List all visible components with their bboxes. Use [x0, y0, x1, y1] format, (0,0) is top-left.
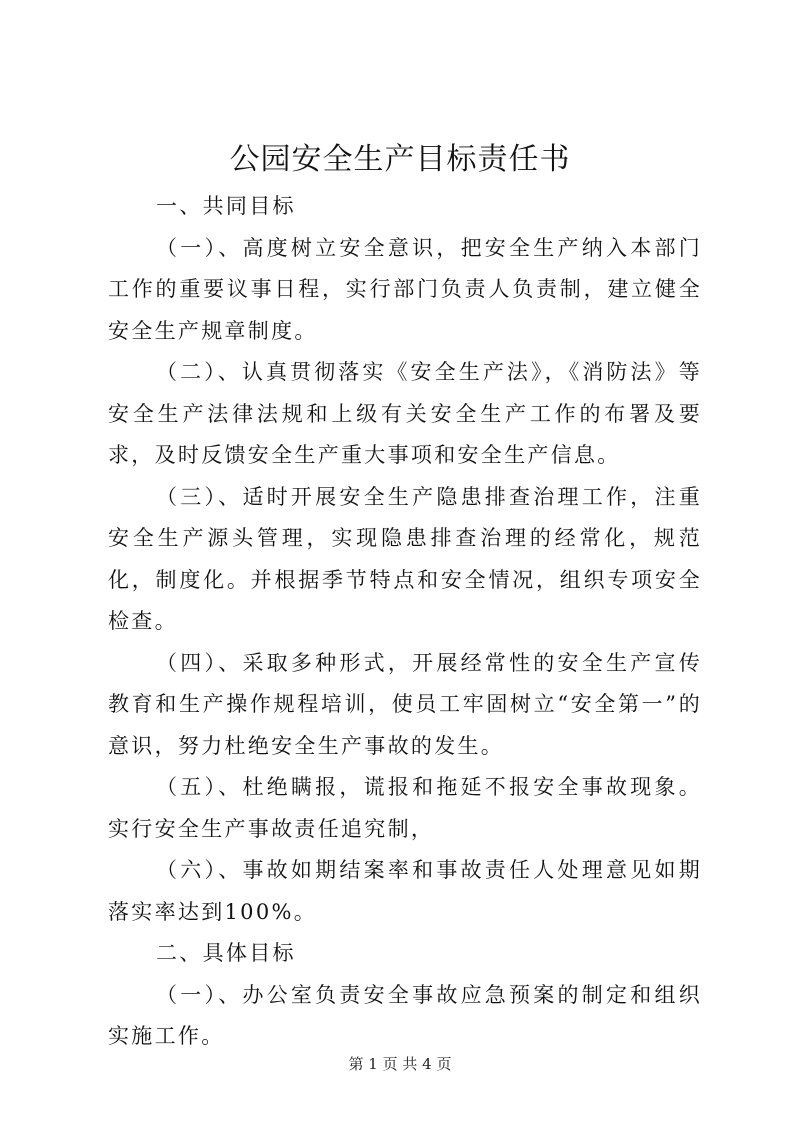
paragraph-specific-goal-1: （一）、办公室负责安全事故应急预案的制定和组织实施工作。 [108, 982, 702, 1048]
section-heading-specific-goals: 二、具体目标 [156, 941, 296, 965]
paragraph-common-goal-2: （二）、认真贯彻落实《安全生产法》，《消防法》等安全生产法律法规和上级有关安全生产工作的布署及要求，及时反馈安全生产重大事项和安全生产信息。 [108, 360, 702, 467]
section-heading-common-goals: 一、共同目标 [156, 194, 296, 218]
document-body [108, 186, 702, 1058]
page-number-footer: 第 1 页 共 4 页 [348, 1055, 452, 1073]
paragraph-common-goal-6: （六）、事故如期结案率和事故责任人处理意见如期落实率达到100%。 [108, 858, 702, 924]
paragraph-common-goal-3: （三）、适时开展安全生产隐患排查治理工作，注重安全生产源头管理，实现隐患排查治理的经常化，规范化，制度化。并根据季节特点和安全情况，组织专项安全检查。 [108, 484, 702, 633]
paragraph-common-goal-1: （一）、高度树立安全意识，把安全生产纳入本部门工作的重要议事日程，实行部门负责人负责制，建立健全安全生产规章制度。 [108, 235, 702, 343]
paragraph-common-goal-4: （四）、采取多种形式，开展经常性的安全生产宣传教育和生产操作规程培训，使员工牢固树立“安全第一”的意识，努力杜绝安全生产事故的发生。 [108, 650, 702, 758]
document-title: 公园安全生产目标责任书 [229, 142, 571, 177]
paragraph-common-goal-5: （五）、杜绝瞒报，谎报和拖延不报安全事故现象。实行安全生产事故责任追究制， [108, 775, 702, 841]
